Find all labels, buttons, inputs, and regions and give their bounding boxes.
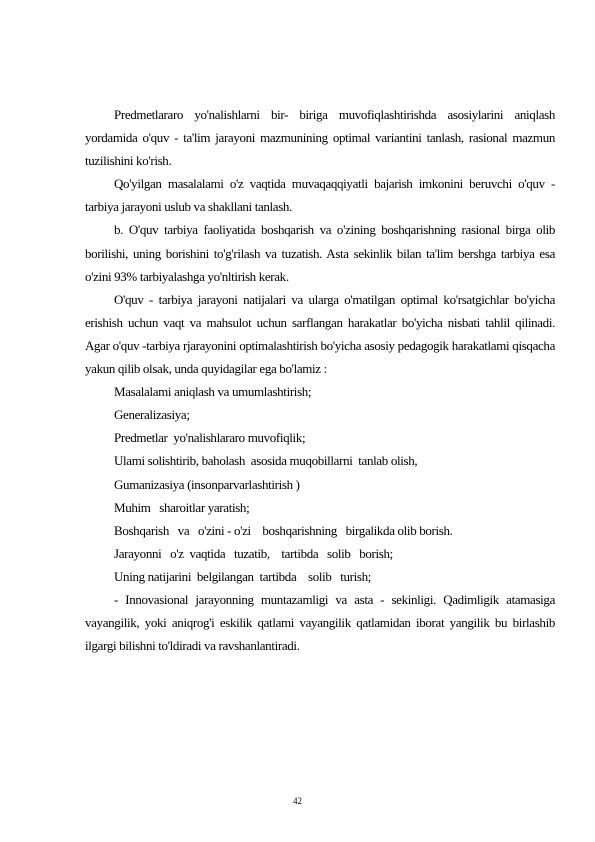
page-number: 42 bbox=[293, 796, 302, 806]
list-item: Jarayonni o'z vaqtida tuzatib, tartibda solib borish; bbox=[114, 545, 393, 561]
list-item: Ulami solishtirib, baholash asosida muqobillarni tanlab olish, bbox=[114, 453, 418, 469]
paragraph-oquv-tarbiya-faoliyatida: b. O'quv tarbiya faoliyatida boshqarish va o'zining boshqarishning rasional birga olib borilishi, uning borishini to'g'rilash va tuzatish. Asta sekinlik bilan ta'lim bershga tarbiya esa o'zini 93% tarbiyalashga yo'nltirish kerak. bbox=[85, 222, 555, 284]
list-item: Boshqarish va o'zini - o'zi boshqarishning birgalikda olib borish. bbox=[114, 522, 453, 538]
list-item: Predmetlar yo'nalishlararo muvofiqlik; bbox=[114, 430, 306, 446]
list-item: Generalizasiya; bbox=[114, 407, 190, 423]
page-content bbox=[85, 103, 555, 657]
paragraph-predmetlararo: Predmetlararo yo'nalishlarni bir- biriga muvofiqlashtirishda asosiylarini aniqlash yordamida o'quv - ta'lim jarayoni mazmunining optimal variantini tanlash, rasional mazmun tuzilishini ko'rish. bbox=[85, 107, 555, 169]
list-item: Masalalami aniqlash va umumlashtirish; bbox=[114, 384, 312, 400]
list-item: Uning natijarini belgilangan tartibda solib turish; bbox=[114, 568, 371, 584]
paragraph-oquv-tarbiya-natijalari: O'quv - tarbiya jarayoni natijalari va ularga o'matilgan optimal ko'rsatgichlar bo'yicha erishish uchun vaqt va mahsulot uchun sarflangan harakatlar bo'yicha nisbati tahlil qilinadi. Agar o'quv -tarbiya rjarayonini optimalashtirish bo'yicha asosiy pedagogik harakatlami qisqacha yakun qilib olsak, unda quyidagilar ega bo'lamiz : bbox=[85, 291, 555, 377]
paragraph-innovasional-jarayon: - Innovasional jarayonning muntazamligi va asta - sekinligi. Qadimligik atamasiga vayangilik, yoki aniqrog'i eskilik qatlami vayangilik qatlamidan iborat yangilik bu birlashib ilgargi bilishni to'ldiradi va ravshanlantiradi. bbox=[85, 591, 555, 654]
paragraph-qoyilgan-masalalami: Qo'yilgan masalalami o'z vaqtida muvaqaqqiyatli bajarish imkonini beruvchi o'quv - tarbiya jarayoni uslub va shakllani tanlash. bbox=[85, 176, 555, 215]
list-item: Muhim sharoitlar yaratish; bbox=[114, 499, 250, 515]
list-item: Gumanizasiya (insonparvarlashtirish ) bbox=[114, 476, 300, 492]
